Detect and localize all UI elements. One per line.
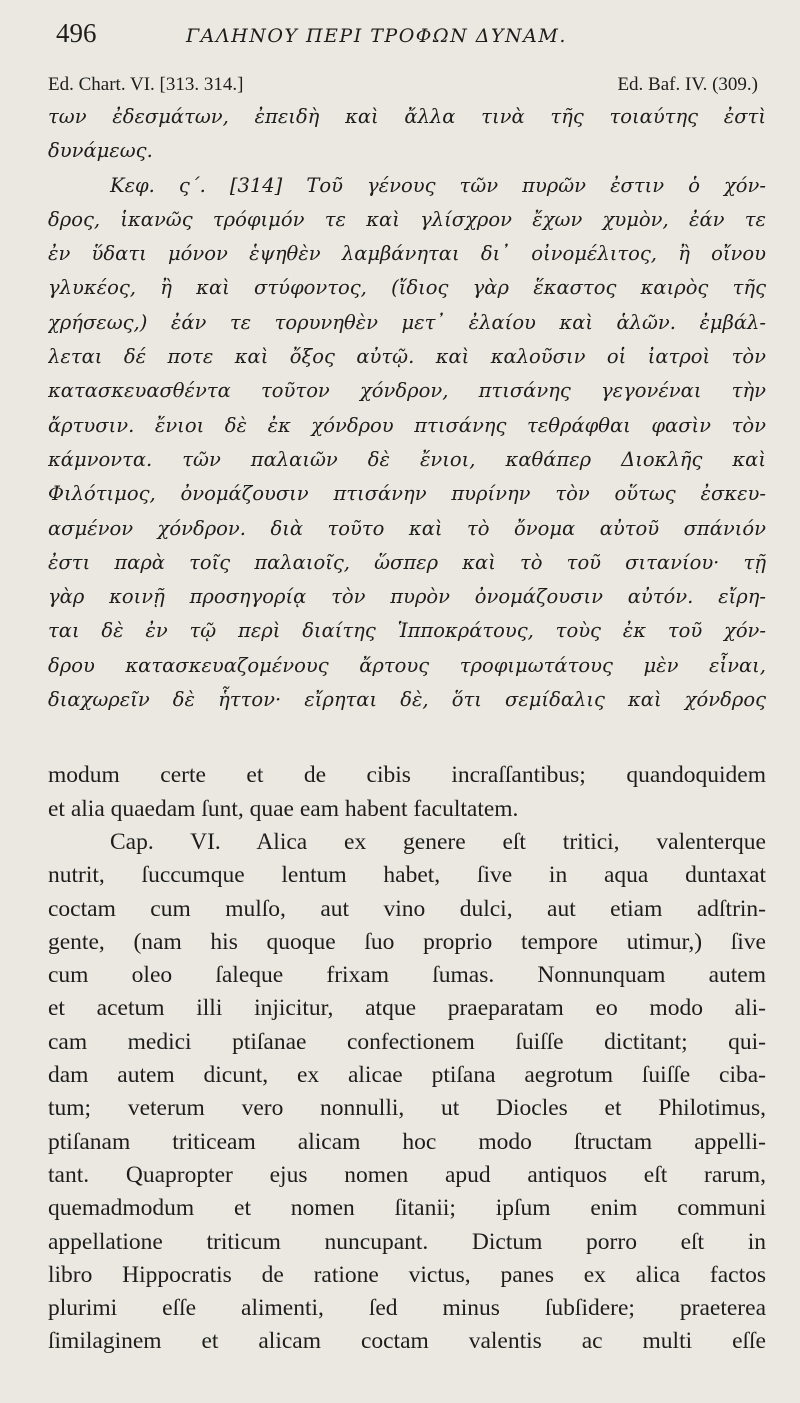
greek-line: διαχωρεῖν δὲ ἧττον· εἴρηται δὲ, ὅτι σεμίδαλις καὶ χόνδρος: [48, 688, 766, 712]
latin-chapter-heading-line: Cap. VI. Alica ex genere eſt tritici, valenterque: [110, 828, 766, 855]
latin-line: et alia quaedam ſunt, quae eam habent facultatem.: [48, 795, 519, 822]
greek-line: γλυκέος, ἢ καὶ στύφοντος, (ἴδιος γὰρ ἕκαστος καιρὸς τῆς: [48, 276, 766, 300]
latin-text-block: [48, 759, 766, 1358]
latin-line: tum; veterum vero nonnulli, ut Diocles et Philotimus,: [48, 1095, 766, 1122]
greek-text-block: [48, 100, 766, 717]
greek-line: των ἐδεσμάτων, ἐπειδὴ καὶ ἄλλα τινὰ τῆς τοιαύτης ἐστὶ: [48, 105, 766, 128]
greek-line: κάμνοντα. τῶν παλαιῶν δὲ ἔνιοι, καθάπερ Διοκλῆς καὶ: [48, 447, 766, 471]
running-head: [48, 18, 766, 70]
edition-reference-chart: Ed. Chart. VI. [313. 314.]: [48, 74, 244, 95]
greek-line: ται δὲ ἐν τῷ περὶ διαίτης Ἱπποκράτους, τοὺς ἐκ τοῦ χόν-: [48, 619, 766, 643]
greek-line: ἄρτυσιν. ἔνιοι δὲ ἐκ χόνδρου πτισάνης τεθράφθαι φασὶν τὸν: [48, 413, 766, 437]
greek-chapter-heading-line: Κεφ. ς΄. [314] Τοῦ γένους τῶν πυρῶν ἐστιν ὁ χόν-: [110, 173, 766, 197]
edition-reference-line: [48, 70, 766, 100]
greek-line: χρήσεως,) ἐάν τε τορυνηθὲν μετ᾽ ἐλαίου καὶ ἁλῶν. ἐμβάλ-: [48, 310, 766, 334]
latin-line: ſimilaginem et alicam coctam valentis ac multi eſſe: [48, 1328, 766, 1355]
latin-line: dam autem dicunt, ex alicae ptiſana aegrotum ſuiſſe ciba-: [48, 1062, 766, 1089]
greek-line: ἐν ὕδατι μόνον ἑψηθὲν λαμβάνηται δι᾽ οἰνομέλιτος, ἢ οἴνου: [48, 242, 766, 266]
latin-line: appellatione triticum nuncupant. Dictum porro eſt in: [48, 1228, 766, 1255]
greek-line: ασμένον χόνδρον. διὰ τοῦτο καὶ τὸ ὄνομα αὐτοῦ σπάνιόν: [48, 516, 766, 540]
latin-line: nutrit, ſuccumque lentum habet, ſive in aqua duntaxat: [48, 862, 766, 889]
latin-line: cum oleo ſaleque frixam ſumas. Nonnunquam autem: [48, 962, 766, 989]
greek-line: γὰρ κοινῇ προσηγορίᾳ τὸν πυρὸν ὀνομάζουσιν αὐτόν. εἴρη-: [48, 585, 766, 609]
latin-line: tant. Quapropter ejus nomen apud antiquos eſt rarum,: [48, 1161, 766, 1188]
greek-line: λεται δέ ποτε καὶ ὄξος αὐτῷ. καὶ καλοῦσιν οἱ ἰατροὶ τὸν: [48, 345, 766, 369]
page-number: 496: [56, 18, 97, 48]
greek-line: δρου κατασκευαζομένους ἄρτους τροφιμωτάτους μὲν εἶναι,: [48, 653, 766, 677]
latin-line: cam medici ptiſanae confectionem ſuiſſe dictitant; qui-: [48, 1028, 766, 1055]
latin-line: libro Hippocratis de ratione victus, panes ex alica factos: [48, 1261, 766, 1288]
greek-line: κατασκευασθέντα τοῦτον χόνδρον, πτισάνης γεγονέναι τὴν: [48, 379, 766, 403]
column-gap: [48, 717, 766, 759]
latin-line: modum certe et de cibis incraſſantibus; quandoquidem: [48, 762, 766, 789]
greek-line: ἐστι παρὰ τοῖς παλαιοῖς, ὥσπερ καὶ τὸ τοῦ σιτανίου· τῇ: [48, 550, 766, 574]
latin-line: quemadmodum et nomen ſitanii; ipſum enim communi: [48, 1195, 766, 1222]
greek-line: Φιλότιμος, ὀνομάζουσιν πτισάνην πυρίνην τὸν οὕτως ἐσκευ-: [48, 482, 766, 506]
latin-line: et acetum illi injicitur, atque praeparatam eo modo ali-: [48, 995, 766, 1022]
latin-line: ptiſanam triticeam alicam hoc modo ſtructam appelli-: [48, 1128, 766, 1155]
edition-reference-basel: Ed. Baf. IV. (309.): [617, 74, 758, 95]
greek-line: δυνάμεως.: [48, 139, 153, 163]
latin-line: coctam cum mulſo, aut vino dulci, aut etiam adſtrin-: [48, 895, 766, 922]
greek-line: δρος, ἱκανῶς τρόφιμόν τε καὶ γλίσχρον ἔχων χυμὸν, ἐάν τε: [48, 207, 766, 231]
latin-line: plurimi eſſe alimenti, ſed minus ſubſidere; praeterea: [48, 1295, 766, 1322]
running-title: ΓΑΛΗΝΟΥ ΠΕΡΙ ΤΡΟΦΩΝ ΔΥΝΑΜ.: [186, 25, 567, 47]
latin-line: gente, (nam his quoque ſuo proprio tempore utimur,) ſive: [48, 928, 766, 955]
